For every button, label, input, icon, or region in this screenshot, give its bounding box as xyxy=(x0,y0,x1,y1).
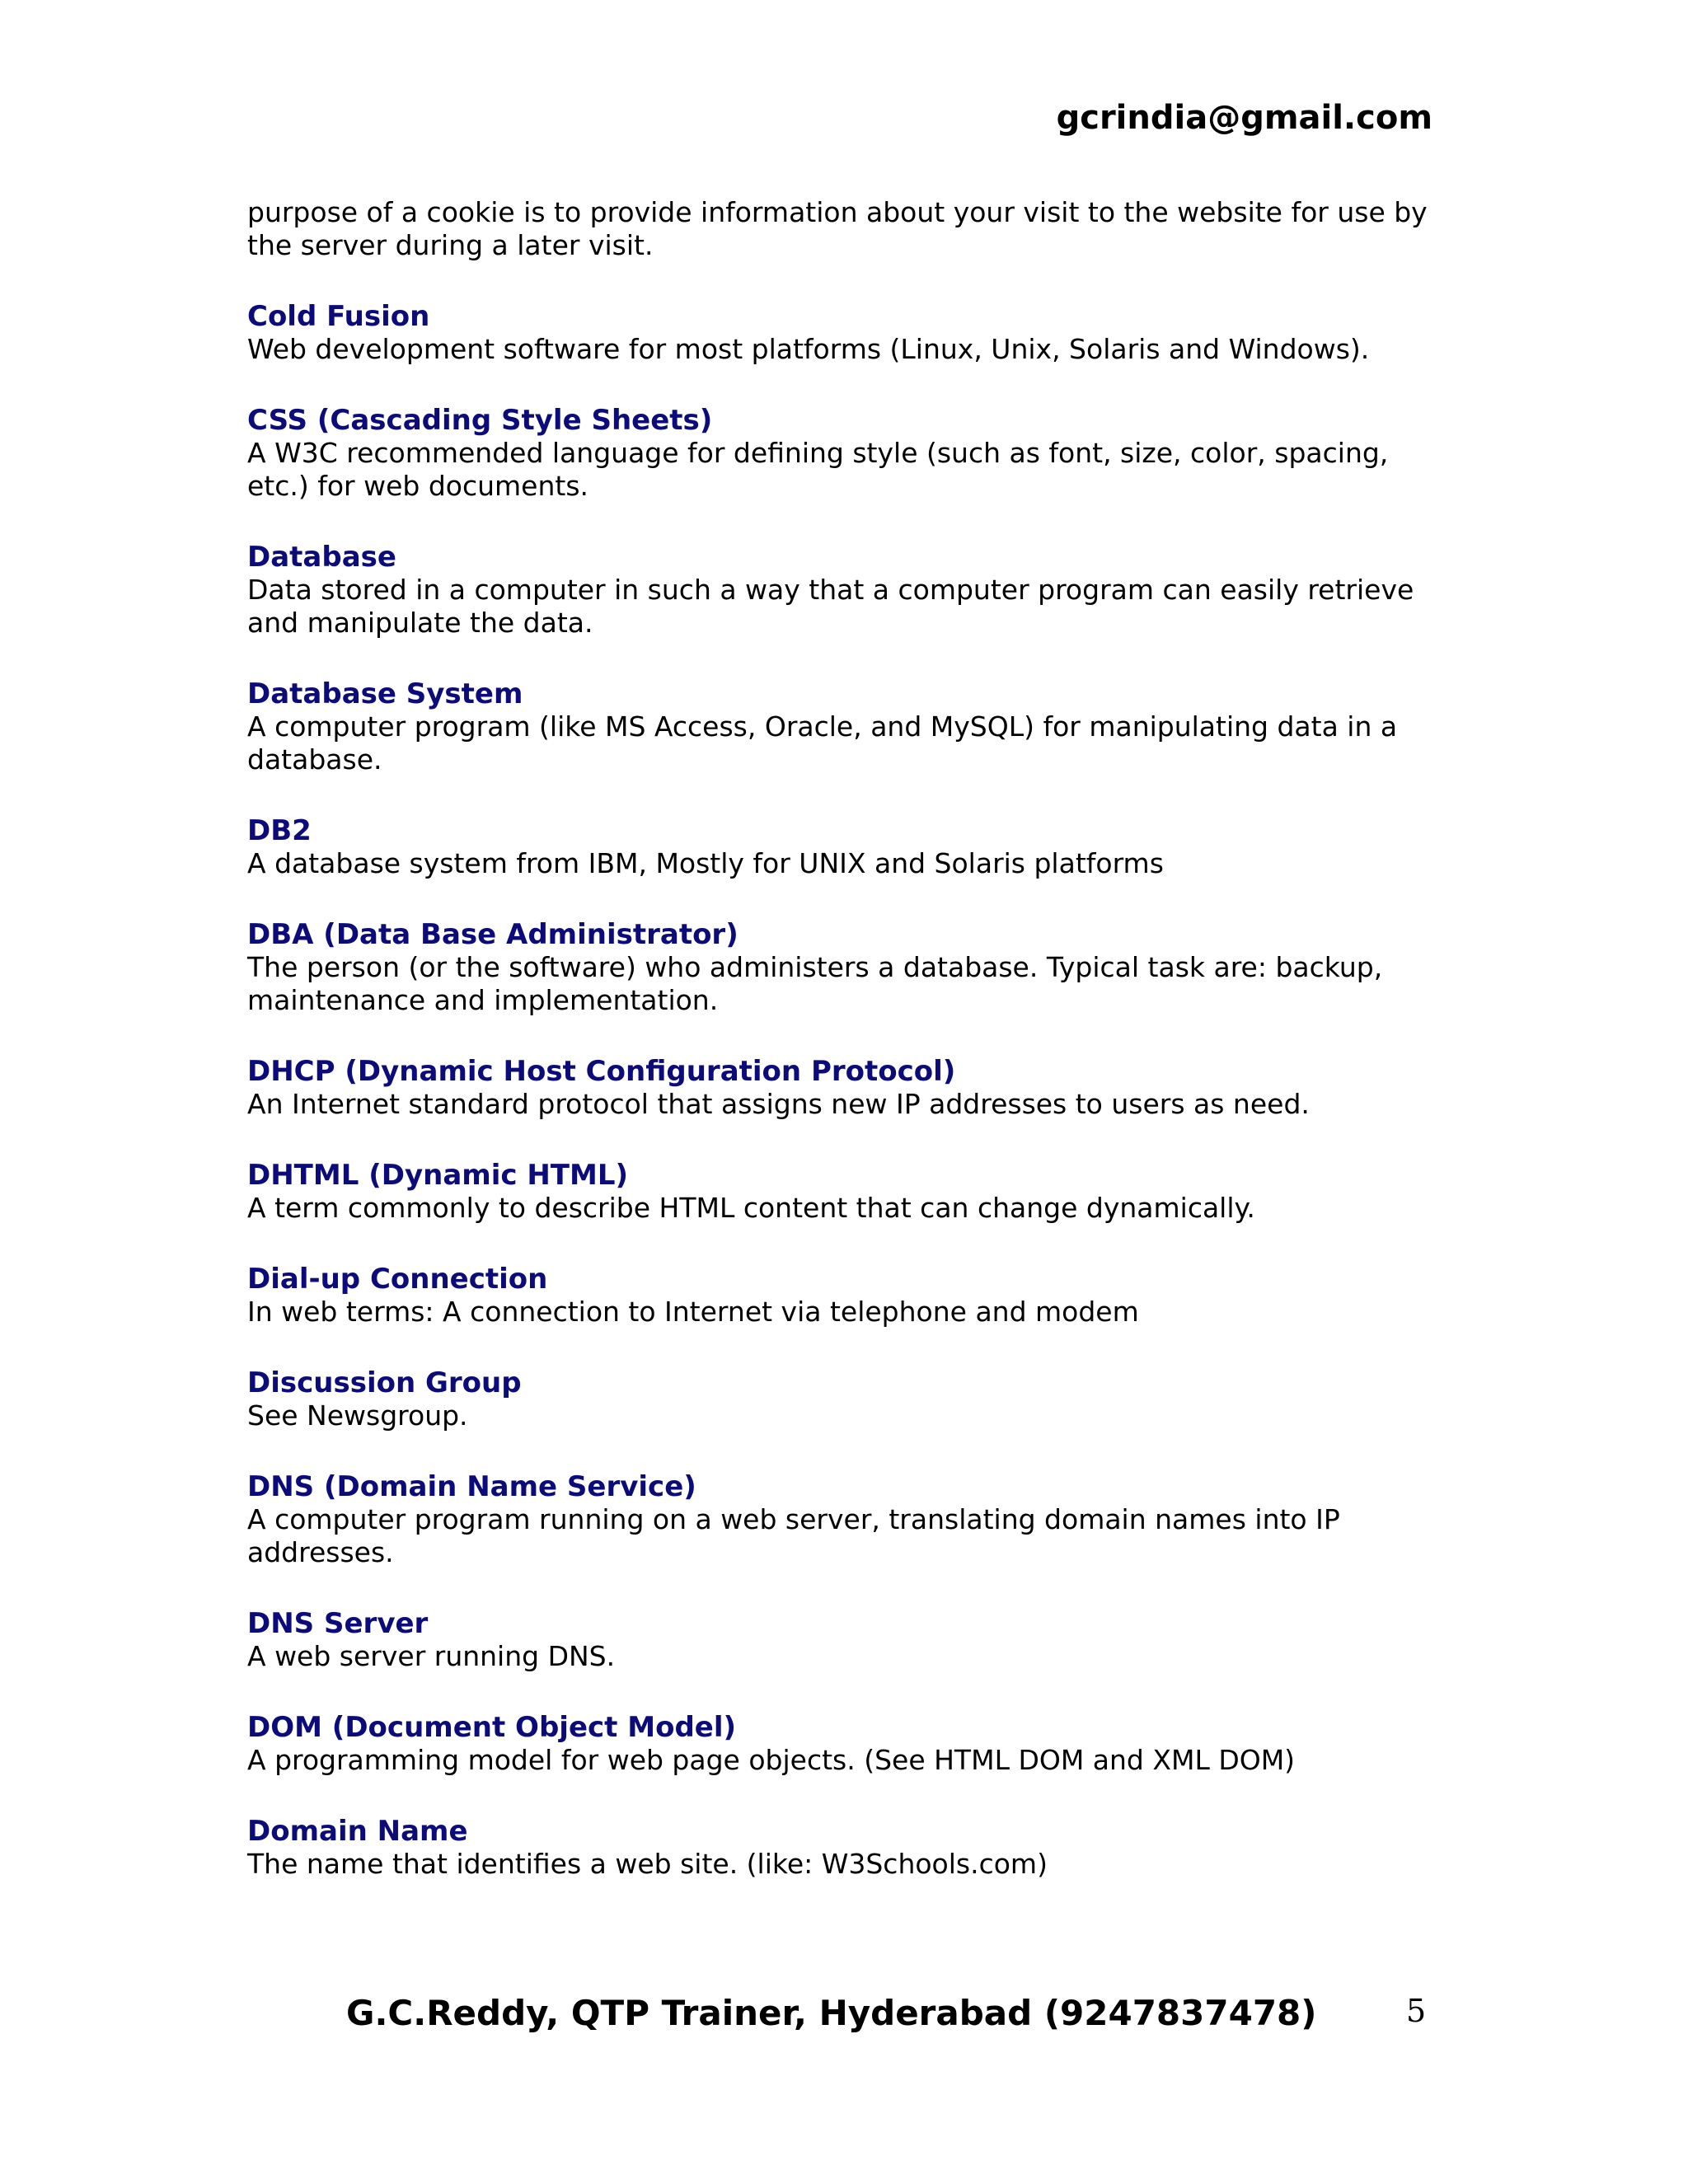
glossary-term: DOM (Document Object Model) xyxy=(247,1711,737,1744)
glossary-entry xyxy=(247,541,1442,640)
glossary-definition: A web server running DNS. xyxy=(247,1640,616,1672)
glossary-definition: A W3C recommended language for defining style (such as font, size, color, spacing, etc.) for web documents. xyxy=(247,437,1389,502)
glossary-entry xyxy=(247,918,1442,1017)
glossary-definition: The name that identifies a web site. (like: W3Schools.com) xyxy=(247,1848,1048,1880)
glossary-term: DNS Server xyxy=(247,1607,429,1640)
glossary-definition: A database system from IBM, Mostly for UNIX and Solaris platforms xyxy=(247,847,1164,879)
glossary-entry xyxy=(247,1711,1442,1777)
header-email: gcrindia@gmail.com xyxy=(1056,99,1432,137)
glossary-entry xyxy=(247,1263,1442,1329)
glossary-entry xyxy=(247,1366,1442,1432)
glossary-entry xyxy=(247,300,1442,366)
glossary-term: Discussion Group xyxy=(247,1366,522,1399)
page-number: 5 xyxy=(1406,1993,1427,2029)
glossary-term: Database System xyxy=(247,677,523,710)
glossary-term: DHTML (Dynamic HTML) xyxy=(247,1159,629,1192)
glossary-definition: Web development software for most platforms (Linux, Unix, Solaris and Windows). xyxy=(247,333,1370,365)
glossary-definition: The person (or the software) who administers a database. Typical task are: backup, maintenance and implementation. xyxy=(247,951,1383,1016)
glossary-term: Database xyxy=(247,541,396,574)
glossary-term: DBA (Data Base Administrator) xyxy=(247,918,738,951)
glossary-term: DHCP (Dynamic Host Configuration Protocol) xyxy=(247,1055,956,1088)
glossary-entry xyxy=(247,814,1442,880)
glossary-term: DB2 xyxy=(247,814,312,847)
glossary-term: CSS (Cascading Style Sheets) xyxy=(247,404,713,437)
glossary-entry xyxy=(247,1159,1442,1225)
glossary-definition: A programming model for web page objects. (See HTML DOM and XML DOM) xyxy=(247,1744,1296,1776)
glossary-term: DNS (Domain Name Service) xyxy=(247,1470,696,1503)
glossary-entry xyxy=(247,677,1442,776)
glossary-definition: An Internet standard protocol that assigns new IP addresses to users as need. xyxy=(247,1088,1310,1120)
glossary-term: Dial-up Connection xyxy=(247,1263,548,1296)
glossary-definition: A term commonly to describe HTML content that can change dynamically. xyxy=(247,1192,1255,1224)
glossary-definition: A computer program running on a web server, translating domain names into IP addresses. xyxy=(247,1503,1340,1568)
glossary-definition: Data stored in a computer in such a way that a computer program can easily retrieve and manipulate the data. xyxy=(247,574,1414,639)
glossary-definition: See Newsgroup. xyxy=(247,1399,468,1432)
glossary-definition: A computer program (like MS Access, Oracle, and MySQL) for manipulating data in a database. xyxy=(247,710,1398,776)
glossary-entry xyxy=(247,1607,1442,1673)
glossary-entry xyxy=(247,1815,1442,1881)
intro-paragraph: purpose of a cookie is to provide information about your visit to the website for use by the server during a later visit. xyxy=(247,196,1428,261)
glossary-entry xyxy=(247,1470,1442,1569)
glossary-definition: In web terms: A connection to Internet via telephone and modem xyxy=(247,1296,1139,1328)
glossary-content xyxy=(247,196,1442,1919)
glossary-term: Domain Name xyxy=(247,1815,468,1848)
glossary-entry xyxy=(247,1055,1442,1121)
glossary-entry xyxy=(247,404,1442,503)
footer-text: G.C.Reddy, QTP Trainer, Hyderabad (9247837478) xyxy=(346,1993,1317,2033)
glossary-term: Cold Fusion xyxy=(247,300,430,333)
